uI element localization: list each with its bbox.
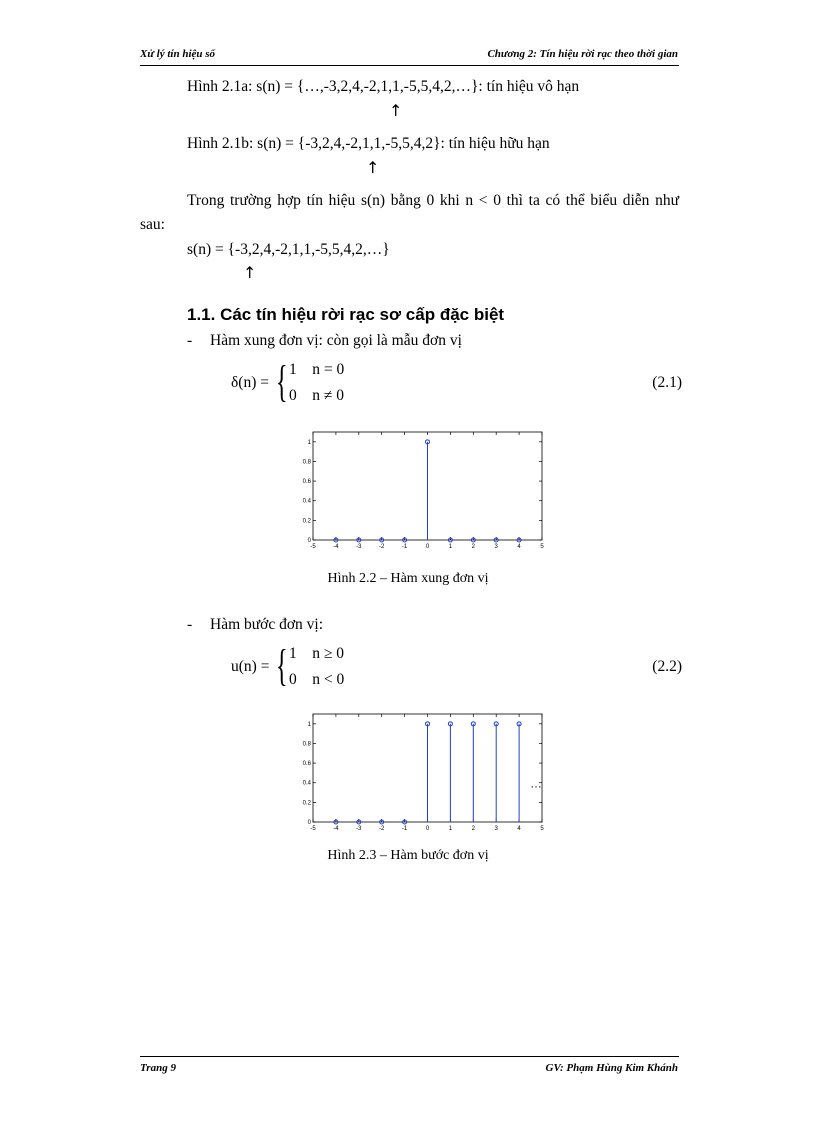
y-tick-label: 0.2 (302, 800, 311, 807)
x-tick-label: -3 (356, 826, 362, 832)
y-tick-label: 0 (307, 538, 311, 544)
x-tick-label: 0 (425, 826, 430, 832)
sequence-arrow: ↑ (243, 263, 257, 282)
impulse-eq-number: (2.1) (652, 374, 682, 391)
header-left: Xử lý tín hiệu số (140, 48, 216, 60)
paragraph-line1: Trong trường hợp tín hiệu s(n) bằng 0 khi n < 0 thì ta có thể biểu diễn như (187, 192, 679, 209)
step-chart (300, 712, 552, 834)
x-tick-label: 3 (494, 544, 498, 550)
x-tick-label: -4 (333, 826, 339, 832)
x-tick-label: 1 (448, 544, 453, 550)
step-text: Hàm bước đơn vị: (210, 616, 324, 633)
x-tick-label: 4 (517, 544, 521, 550)
y-tick-label: 0.8 (302, 459, 311, 466)
x-tick-label: -2 (379, 826, 385, 832)
x-tick-label: -2 (379, 544, 385, 550)
footer-right: GV: Phạm Hùng Kim Khánh (545, 1062, 678, 1074)
fig21a-text: Hình 2.1a: s(n) = {…,-3,2,4,-2,1,1,-5,5,4,2,…}: tín hiệu vô hạn (187, 78, 580, 95)
sequence-text: s(n) = {-3,2,4,-2,1,1,-5,5,4,2,…} (187, 241, 390, 258)
x-tick-label: 3 (494, 826, 498, 832)
y-tick-label: 0.4 (302, 780, 311, 787)
x-tick-label: -1 (401, 826, 408, 832)
header-rule (140, 65, 679, 66)
impulse-lhs: δ(n) = (231, 374, 269, 391)
footer-left: Trang 9 (140, 1062, 176, 1074)
step-bullet: - (187, 616, 193, 633)
impulse-bullet: - (187, 332, 193, 349)
x-tick-label: 5 (540, 544, 544, 550)
impulse-case2: 0 n ≠ 0 (289, 387, 345, 404)
x-tick-label: -5 (310, 544, 316, 550)
step-case1: 1 n ≥ 0 (289, 645, 345, 662)
impulse-caption: Hình 2.2 – Hàm xung đơn vị (327, 571, 489, 586)
x-tick-label: -5 (310, 826, 316, 832)
y-tick-label: 0.8 (302, 741, 311, 748)
x-tick-label: 1 (448, 826, 453, 832)
y-tick-label: 0.6 (302, 761, 311, 768)
x-tick-label: 5 (540, 826, 544, 832)
y-tick-label: 0.2 (302, 518, 311, 525)
x-tick-label: 2 (471, 544, 475, 550)
step-eq-number: (2.2) (652, 658, 682, 675)
step-lhs: u(n) = (231, 658, 270, 675)
y-tick-label: 1 (307, 721, 311, 728)
y-tick-label: 0 (307, 820, 311, 826)
step-brace: { (276, 641, 288, 690)
impulse-chart (300, 430, 552, 552)
y-tick-label: 1 (307, 439, 311, 446)
section-title: 1.1. Các tín hiệu rời rạc sơ cấp đặc biệt (187, 305, 505, 324)
header-right: Chương 2: Tín hiệu rời rạc theo thời gian (487, 48, 678, 60)
impulse-case1: 1 n = 0 (289, 361, 345, 378)
x-tick-label: 0 (425, 544, 430, 550)
ellipsis-label: … (530, 776, 542, 791)
step-caption: Hình 2.3 – Hàm bước đơn vị (327, 848, 489, 863)
x-tick-label: 2 (471, 826, 475, 832)
x-tick-label: 4 (517, 826, 521, 832)
impulse-brace: { (276, 357, 288, 406)
fig21a-arrow: ↑ (389, 101, 403, 120)
x-tick-label: -3 (356, 544, 362, 550)
paragraph-line2: sau: (140, 216, 165, 233)
fig21b-arrow: ↑ (366, 158, 380, 177)
x-tick-label: -4 (333, 544, 339, 550)
step-case2: 0 n < 0 (289, 671, 345, 688)
footer-rule (140, 1056, 679, 1057)
x-tick-label: -1 (401, 544, 408, 550)
fig21b-text: Hình 2.1b: s(n) = {-3,2,4,-2,1,1,-5,5,4,2}: tín hiệu hữu hạn (187, 135, 550, 152)
impulse-text: Hàm xung đơn vị: còn gọi là mẫu đơn vị (210, 332, 462, 349)
y-tick-label: 0.6 (302, 479, 311, 486)
y-tick-label: 0.4 (302, 498, 311, 505)
